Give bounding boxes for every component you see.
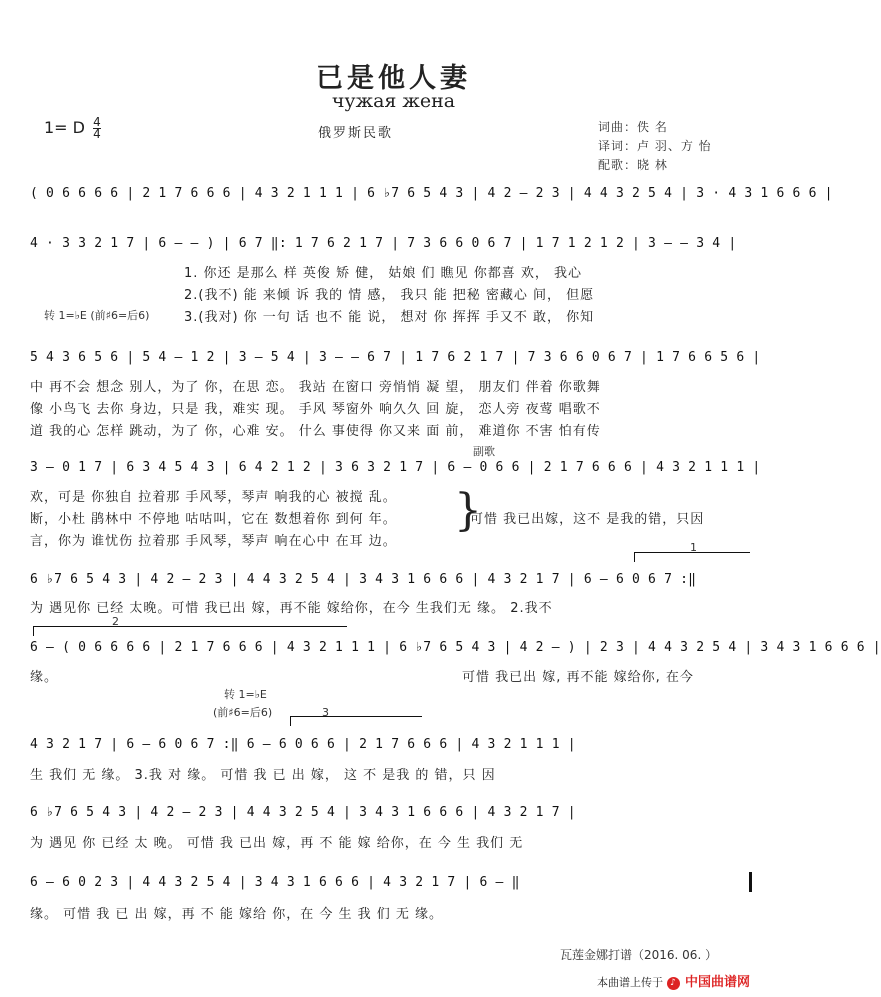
key-text: 1= D bbox=[44, 118, 85, 137]
site-name: 中国曲谱网 bbox=[685, 975, 751, 990]
lyric-row-2-verse-1: 1. 你还 是那么 样 英俊 矫 健， 姑娘 们 瞧见 你都喜 欢， 我心 bbox=[184, 266, 582, 281]
chorus-label: 副歌 bbox=[473, 445, 495, 458]
transcriber-note: 瓦莲金娜打谱（2016. 06. ） bbox=[560, 948, 718, 962]
volta-bracket-2 bbox=[33, 626, 347, 627]
volta-bracket-1-tick bbox=[634, 552, 635, 562]
final-barline bbox=[749, 872, 752, 892]
time-top: 4 bbox=[93, 115, 101, 129]
lyric-row-9: 缘。 可惜 我 已 出 嫁，再 不 能 嫁给 你，在 今 生 我 们 无 缘。 bbox=[30, 907, 443, 922]
lyric-row-2-verse-2: 2.(我不) 能 来倾 诉 我的 情 感， 我只 能 把秘 密藏心 间， 但愿 bbox=[184, 288, 595, 303]
volta-label-3: 3 bbox=[322, 706, 329, 719]
lyric-row-5: 为 遇见你 已经 太晚。可惜 我已出 嫁，再不能 嫁给你，在今 生我们无 缘。 2.我不 bbox=[30, 601, 553, 616]
time-bottom: 4 bbox=[93, 127, 101, 141]
page-subtitle: чужая жена bbox=[331, 90, 456, 112]
modulation-marking-left: 转 1=♭E (前♯6=后6) bbox=[44, 309, 150, 322]
modulation-note: (前♯6=后6) bbox=[213, 706, 273, 719]
time-signature bbox=[93, 117, 101, 140]
volta-bracket-3-tick bbox=[290, 716, 291, 726]
notes-row-3: 5 4 3 6 5 6 | 5 4 – 1 2 | 3 – 5 4 | 3 – – 6 7 | 1 7 6 2 1 7 | 7 3 6 6 0 6 7 | 1 7 6 6 5 6 | bbox=[30, 350, 761, 365]
notes-row-6: 6 – ( 0 6 6 6 6 | 2 1 7 6 6 6 | 4 3 2 1 1 1 | 6 ♭7 6 5 4 3 | 4 2 – ) | 2 3 | 4 4 3 2 5 4 | 3 4 3 1 6 6 6 | bbox=[30, 640, 881, 655]
page-title: 已是他人妻 bbox=[316, 63, 471, 94]
volta-label-1: 1 bbox=[690, 541, 697, 554]
lyric-row-4-verse-1: 欢，可是 你独自 拉着那 手风琴，琴声 响我的心 被搅 乱。 bbox=[30, 490, 397, 505]
verse-brace: } bbox=[454, 485, 482, 536]
volta-bracket-2-tick bbox=[33, 626, 34, 636]
lyric-row-2-verse-3: 3.(我对) 你 一句 话 也不 能 说， 想对 你 挥挥 手又不 敢， 你知 bbox=[184, 310, 595, 325]
site-credit bbox=[597, 971, 750, 990]
lyric-row-4-verse-2: 断，小杜 鹃林中 不停地 咕咕叫，它在 数想着你 到何 年。 bbox=[30, 512, 397, 527]
notes-row-4: 3 – 0 1 7 | 6 3 4 5 4 3 | 6 4 2 1 2 | 3 6 3 2 1 7 | 6 – 0 6 6 | 2 1 7 6 6 6 | 4 3 2 1 1 1 | bbox=[30, 460, 761, 475]
lyric-row-7: 生 我们 无 缘。 3.我 对 缘。 可惜 我 已 出 嫁， 这 不 是我 的 错，只 因 bbox=[30, 768, 496, 783]
lyric-row-4-verse-3: 言，你为 谁忧伤 拉着那 手风琴，琴声 响在心中 在耳 边。 bbox=[30, 534, 397, 549]
lyric-row-6-left: 缘。 bbox=[30, 670, 59, 685]
song-origin: 俄罗斯民歌 bbox=[318, 126, 394, 141]
notes-row-8: 6 ♭7 6 5 4 3 | 4 2 – 2 3 | 4 4 3 2 5 4 | 3 4 3 1 6 6 6 | 4 3 2 1 7 | bbox=[30, 805, 576, 820]
lyric-row-3-verse-2: 像 小鸟飞 去你 身边，只是 我，难实 现。 手风 琴窗外 响久久 回 旋， 恋人旁 夜莺 唱歌不 bbox=[30, 402, 601, 417]
notes-row-2: 4 · 3 3 2 1 7 | 6 – – ) | 6 7 ‖: 1 7 6 2 1 7 | 7 3 6 6 0 6 7 | 1 7 1 2 1 2 | 3 – – 3 4 | bbox=[30, 236, 737, 251]
credit-lyrics-music: 词曲：佚 名 bbox=[598, 120, 668, 134]
site-logo-icon: ♪ bbox=[667, 977, 680, 990]
upload-note: 本曲谱上传于 bbox=[597, 976, 663, 989]
credit-translation: 译词：卢 羽、方 怡 bbox=[598, 139, 712, 153]
notes-row-1: ( 0 6 6 6 6 | 2 1 7 6 6 6 | 4 3 2 1 1 1 | 6 ♭7 6 5 4 3 | 4 2 – 2 3 | 4 4 3 2 5 4 | 3 · 4 3 1 6 6 6 | bbox=[30, 186, 833, 201]
chorus-lyric-start: 可惜 我已出嫁，这不 是我的错，只因 bbox=[470, 512, 705, 527]
lyric-row-3-verse-1: 中 再不会 想念 别人，为了 你，在思 恋。 我站 在窗口 旁悄悄 凝 望， 朋友们 伴着 你歌舞 bbox=[30, 380, 601, 395]
credit-arrangement: 配歌：晓 林 bbox=[598, 158, 668, 172]
notes-row-5: 6 ♭7 6 5 4 3 | 4 2 – 2 3 | 4 4 3 2 5 4 | 3 4 3 1 6 6 6 | 4 3 2 1 7 | 6 – 6 0 6 7 :‖ bbox=[30, 572, 697, 587]
lyric-row-8: 为 遇见 你 已经 太 晚。 可惜 我 已出 嫁，再 不 能 嫁 给你，在 今 生 我们 无 bbox=[30, 836, 524, 851]
volta-bracket-3 bbox=[290, 716, 422, 717]
volta-label-2: 2 bbox=[112, 615, 119, 628]
modulation-marking: 转 1=♭E bbox=[224, 688, 267, 701]
key-signature bbox=[44, 117, 101, 140]
notes-row-9: 6 – 6 0 2 3 | 4 4 3 2 5 4 | 3 4 3 1 6 6 6 | 4 3 2 1 7 | 6 – ‖ bbox=[30, 875, 520, 890]
lyric-row-6-right: 可惜 我已出 嫁, 再不能 嫁给你, 在今 bbox=[462, 670, 694, 685]
lyric-row-3-verse-3: 道 我的心 怎样 跳动，为了 你，心难 安。 什么 事使得 你又来 面 前， 难道你 不害 怕有传 bbox=[30, 424, 601, 439]
notes-row-7: 4 3 2 1 7 | 6 – 6 0 6 7 :‖ 6 – 6 0 6 6 | 2 1 7 6 6 6 | 4 3 2 1 1 1 | bbox=[30, 737, 576, 752]
